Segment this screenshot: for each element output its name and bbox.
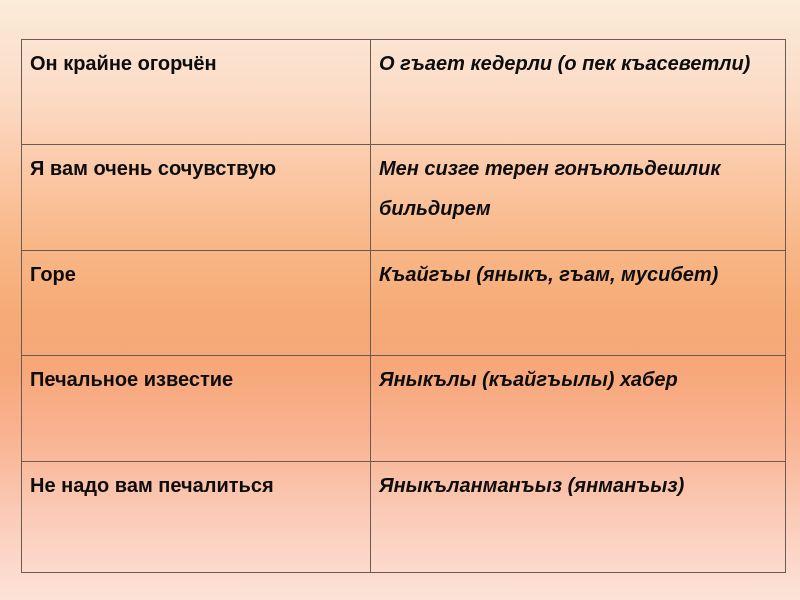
kumyk-translation: Мен сизге терен гонъюльдешлик бильдирем <box>371 145 786 251</box>
table-row <box>22 462 786 573</box>
table-row <box>22 251 786 356</box>
russian-phrase: Он крайне огорчён <box>22 40 371 145</box>
kumyk-translation: Яныкълы (къайгъылы) хабер <box>371 356 786 462</box>
phrase-table <box>21 39 786 573</box>
russian-phrase: Печальное известие <box>22 356 371 462</box>
kumyk-translation: Къайгъы (яныкъ, гъам, мусибет) <box>371 251 786 356</box>
russian-phrase: Горе <box>22 251 371 356</box>
table-row <box>22 145 786 251</box>
table-row <box>22 40 786 145</box>
russian-phrase: Не надо вам печалиться <box>22 462 371 573</box>
table-row <box>22 356 786 462</box>
kumyk-translation: О гъает кедерли (о пек къасеветли) <box>371 40 786 145</box>
kumyk-translation: Яныкъланманъыз (янманъыз) <box>371 462 786 573</box>
russian-phrase: Я вам очень сочувствую <box>22 145 371 251</box>
